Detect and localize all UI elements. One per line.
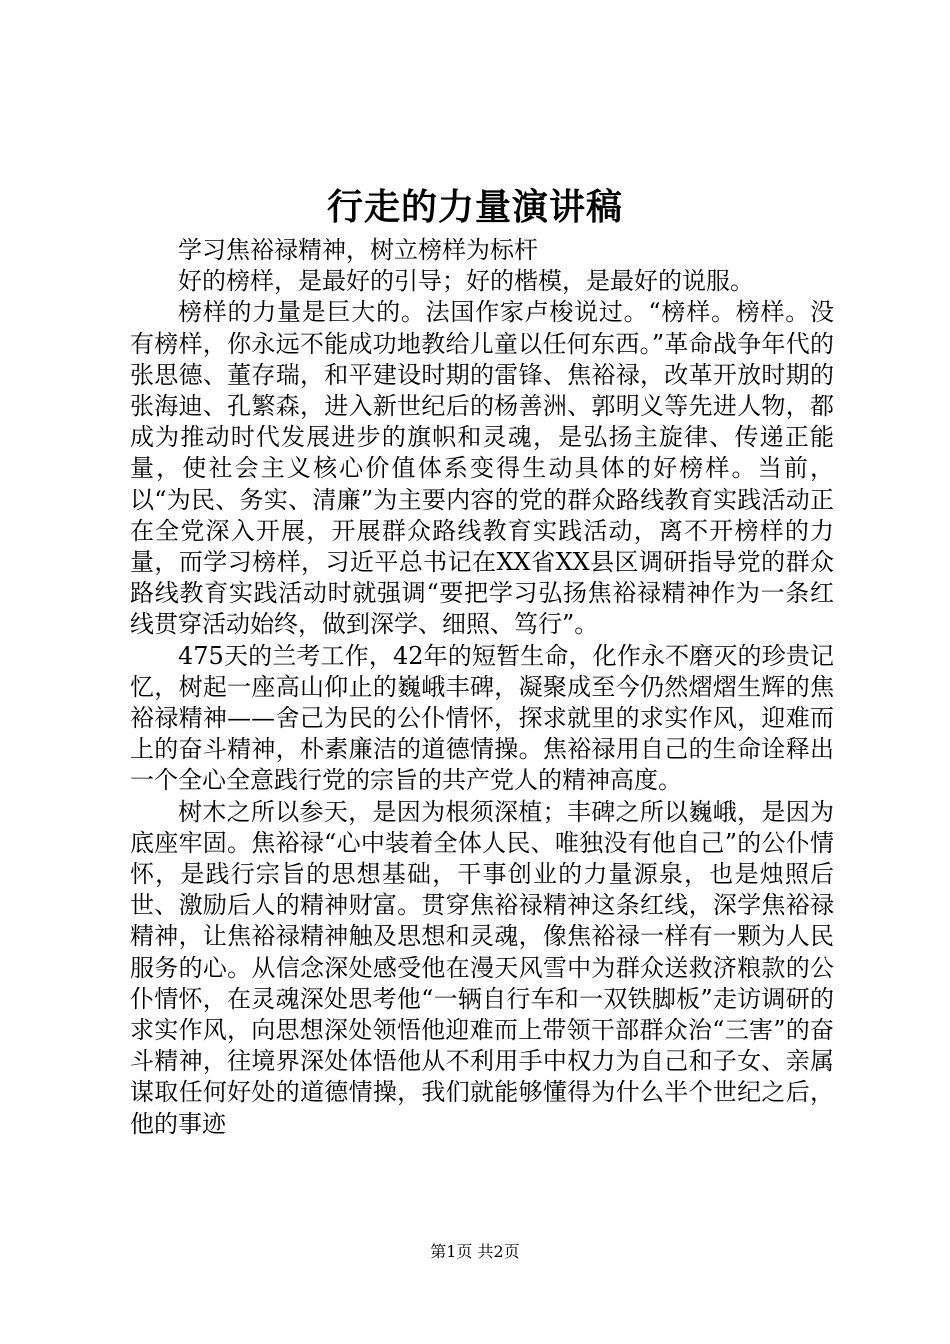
page-title: 行走的力量演讲稿 [326, 186, 623, 228]
paragraph-3: 475天的兰考工作，42年的短暂生命，化作永不磨灭的珍贵记忆，树起一座高山仰止的巍峨丰碑，凝聚成至今仍然熠熠生辉的焦裕禄精神——舍己为民的公仆情怀，探求就里的求实作风，迎难而上的奋斗精神，朴素廉洁的道德情操。焦裕禄用自己的生命诠释出一个全心全意践行党的宗旨的共产党人的精神高度。 [130, 641, 834, 795]
paragraph-4: 树木之所以参天，是因为根须深植；丰碑之所以巍峨，是因为底座牢固。焦裕禄“心中装着全体人民、唯独没有他自己”的公仆情怀，是践行宗旨的思想基础，干事创业的力量源泉，也是烛照后世、激励后人的精神财富。贯穿焦裕禄精神这条红线，深学焦裕禄精神，让焦裕禄精神触及思想和灵魂，像焦裕禄一样有一颗为人民服务的心。从信念深处感受他在漫天风雪中为群众送救济粮款的公仆情怀，在灵魂深处思考他“一辆自行车和一双铁脚板”走访调研的求实作风，向思想深处领悟他迎难而上带领干部群众治“三害”的奋斗精神，往境界深处体悟他从不利用手中权力为自己和子女、亲属谋取任何好处的道德情操，我们就能够懂得为什么半个世纪之后，他的事迹 [130, 797, 834, 1138]
paragraph-1: 好的榜样，是最好的引导；好的楷模，是最好的说服。 [178, 267, 754, 296]
paragraph-2: 榜样的力量是巨大的。法国作家卢梭说过。“榜样。榜样。没有榜样，你永远不能成功地教给儿童以任何东西。”革命战争年代的张思德、董存瑞，和平建设时期的雷锋、焦裕禄，改革开放时期的张海迪、孔繁森，进入新世纪后的杨善洲、郭明义等先进人物，都成为推动时代发展进步的旗帜和灵魂，是弘扬主旋律、传递正能量，使社会主义核心价值体系变得生动具体的好榜样。当前，以“为民、务实、清廉”为主要内容的党的群众路线教育实践活动正在全党深入开展，开展群众路线教育实践活动，离不开榜样的力量，而学习榜样，习近平总书记在XX省XX县区调研指导党的群众路线教育实践活动时就强调“要把学习弘扬焦裕禄精神作为一条红线贯穿活动始终，做到深学、细照、笃行”。 [130, 298, 834, 639]
document-body [130, 235, 834, 1140]
subtitle-line: 学习焦裕禄精神，树立榜样为标杆 [178, 236, 538, 264]
page-footer: 第1页 共2页 [430, 1242, 520, 1261]
